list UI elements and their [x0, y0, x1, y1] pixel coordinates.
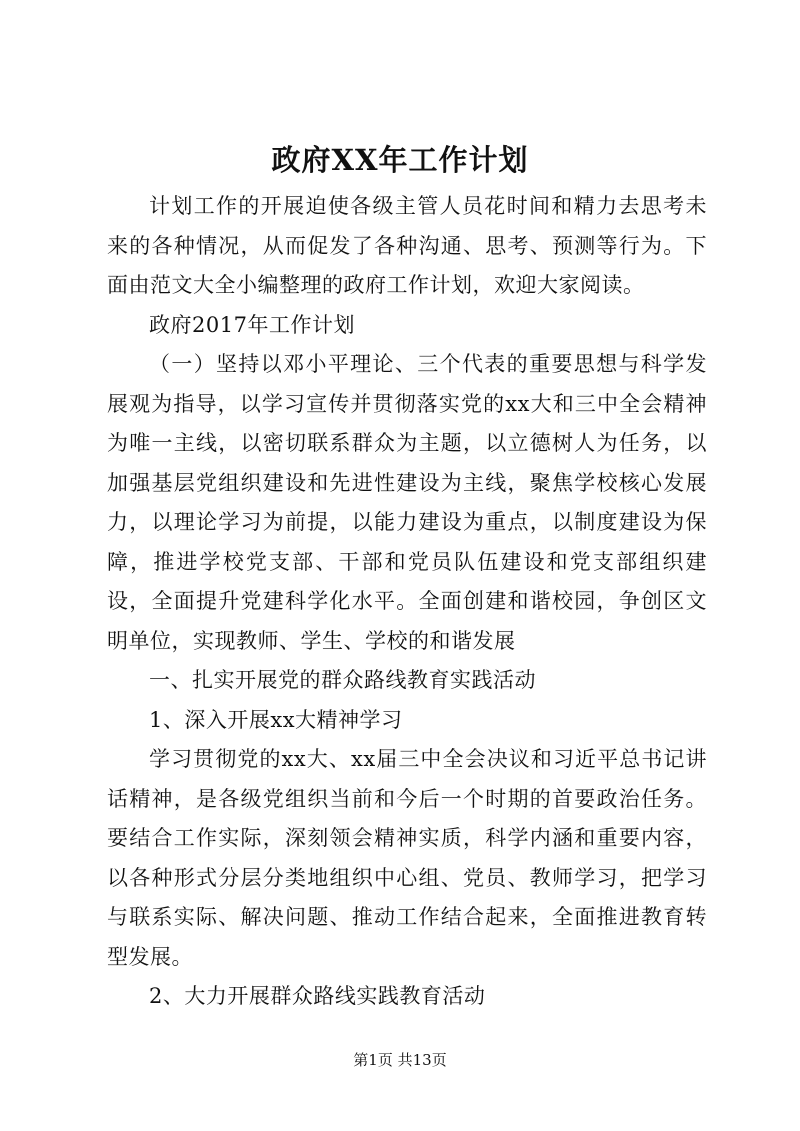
subsection-heading-2: 2、大力开展群众路线实践教育活动: [149, 984, 486, 1008]
section-one-paragraph: （一）坚持以邓小平理论、三个代表的重要思想与科学发展观为指导，以学习宣传并贯彻落实党的xx大和三中全会精神为唯一主线，以密切联系群众为主题，以立德树人为任务，以加强基层党组织建设和先进性建设为主线，聚焦学校核心发展力，以理论学习为前提，以能力建设为重点，以制度建设为保障，推进学校党支部、干部和党员队伍建设和党支部组织建设，全面提升党建科学化水平。全面创建和谐校园，争创区文明单位，实现教师、学生、学校的和谐发展: [107, 352, 707, 653]
subsection-heading-1: 1、深入开展xx大精神学习: [149, 707, 403, 732]
document-title: 政府XX年工作计划: [271, 143, 529, 177]
plan-heading: 政府2017年工作计划: [149, 312, 355, 337]
study-paragraph: 学习贯彻党的xx大、xx届三中全会决议和习近平总书记讲话精神，是各级党组织当前和今后一个时期的首要政治任务。要结合工作实际，深刻领会精神实质，科学内涵和重要内容，以各种形式分层分类地组织中心组、党员、教师学习，把学习与联系实际、解决问题、推动工作结合起来，全面推进教育转型发展。: [107, 747, 707, 969]
page-number: 第1页 共13页: [353, 1051, 447, 1069]
document-body: [107, 187, 707, 1017]
intro-paragraph: 计划工作的开展迫使各级主管人员花时间和精力去思考未来的各种情况，从而促发了各种沟通、思考、预测等行为。下面由范文大全小编整理的政府工作计划，欢迎大家阅读。: [107, 194, 707, 297]
section-heading-1: 一、扎实开展党的群众路线教育实践活动: [149, 668, 536, 692]
